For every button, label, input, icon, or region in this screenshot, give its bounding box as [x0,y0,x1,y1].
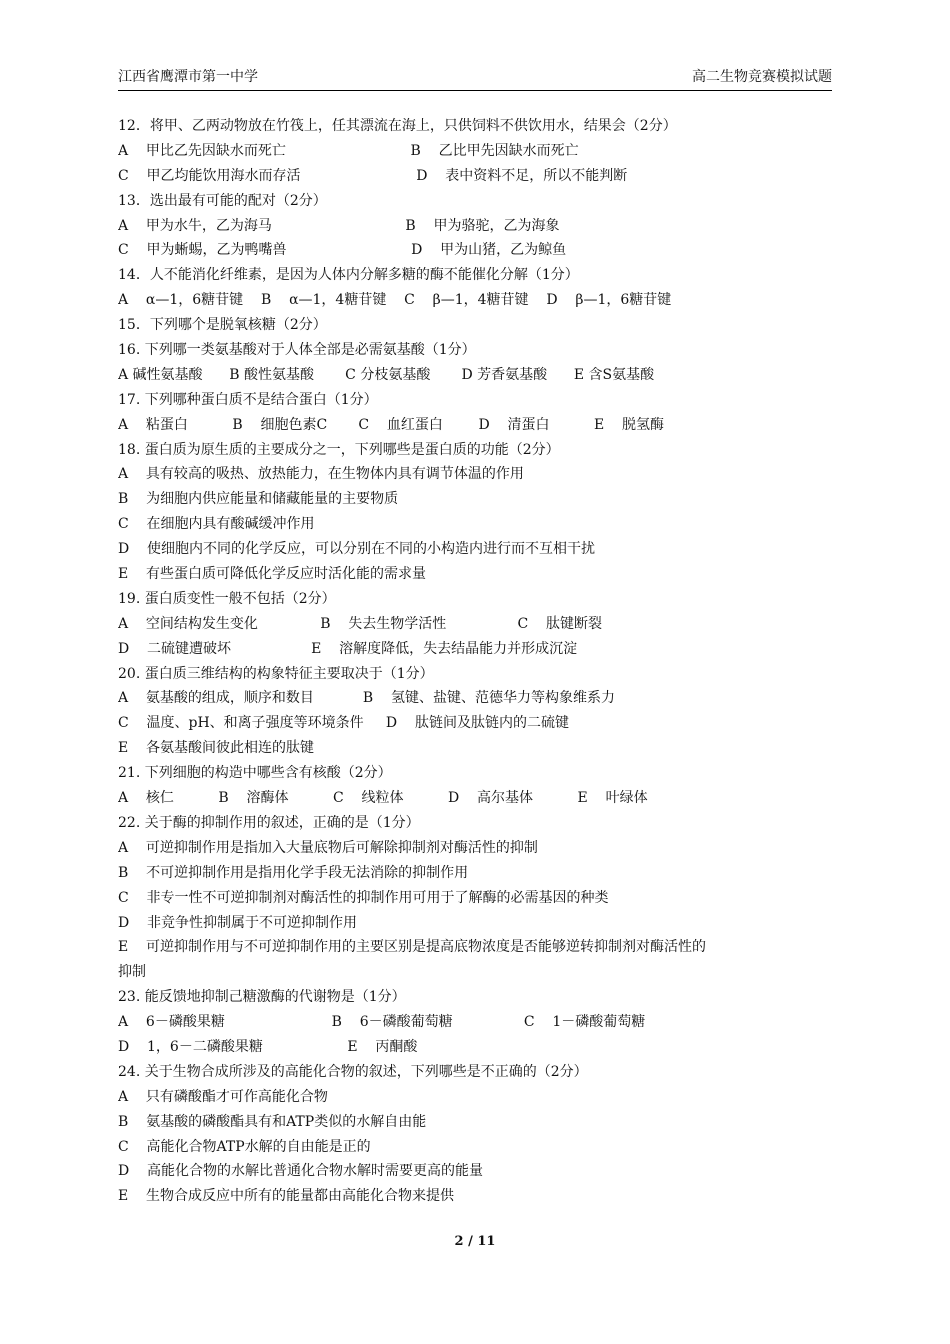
text-line: 17. 下列哪种蛋白质不是结合蛋白（1分） [118,391,378,408]
text-line: C 甲乙均能饮用海水而存活 D 表中资料不足，所以不能判断 [118,167,628,184]
text-line: 24. 关于生物合成所涉及的高能化合物的叙述，下列哪些是不正确的（2分） [118,1063,588,1080]
text-line: C 非专一性不可逆抑制剂对酶活性的抑制作用可用于了解酶的必需基因的种类 [118,889,609,906]
text-line: 20. 蛋白质三维结构的构象特征主要取决于（1分） [118,665,434,682]
text-line: 抑制 [118,964,146,981]
text-line: C 甲为蜥蜴，乙为鸭嘴兽 D 甲为山猪，乙为鲸鱼 [118,242,567,259]
text-line: E 各氨基酸间彼此相连的肽键 [118,740,315,757]
text-line: B 氨基酸的磷酸酯具有和ATP类似的水解自由能 [118,1113,427,1130]
text-line: 21. 下列细胞的构造中哪些含有核酸（2分） [118,765,392,782]
text-line: A 核仁 B 溶酶体 C 线粒体 D 高尔基体 E 叶绿体 [118,790,648,807]
page-number: 2 / 11 [454,1234,496,1249]
text-line: B 为细胞内供应能量和储藏能量的主要物质 [118,491,399,508]
text-line: A 氨基酸的组成，顺序和数目 B 氢键、盐键、范德华力等构象维系力 [118,690,615,707]
text-line: 15．下列哪个是脱氧核糖（2分） [118,317,327,334]
text-line: 23. 能反馈地抑制己糖激酶的代谢物是（1分） [118,989,406,1006]
text-line: 13．选出最有可能的配对（2分） [118,192,327,209]
text-line: A 可逆抑制作用是指加入大量底物后可解除抑制剂对酶活性的抑制 [118,839,538,856]
text-line: 19. 蛋白质变性一般不包括（2分） [118,590,336,607]
text-line: C 在细胞内具有酸碱缓冲作用 [118,516,315,533]
text-line: A α—1，6糖苷键 B α—1，4糖苷键 C β—1，4糖苷键 D β—1，6糖苷键 [118,292,672,309]
text-line: 22. 关于酶的抑制作用的叙述，正确的是（1分） [118,814,420,831]
text-line: 16. 下列哪一类氨基酸对于人体全部是必需氨基酸（1分） [118,342,476,359]
text-line: A 具有较高的吸热、放热能力，在生物体内具有调节体温的作用 [118,466,524,483]
text-line: E 生物合成反应中所有的能量都由高能化合物来提供 [118,1188,455,1205]
text-line: D 二硫键遭破坏 E 溶解度降低，失去结晶能力并形成沉淀 [118,640,578,657]
text-line: A 只有磷酸酯才可作高能化合物 [118,1088,328,1105]
document-body [118,114,838,1209]
text-line: B 不可逆抑制作用是指用化学手段无法消除的抑制作用 [118,864,469,881]
page-header [118,62,832,91]
text-line: C 温度、pH、和离子强度等环境条件 D 肽链间及肽链内的二硫键 [118,715,569,732]
text-line: D 1，6－二磷酸果糖 E 丙酮酸 [118,1038,418,1055]
text-line: E 可逆抑制作用与不可逆抑制作用的主要区别是提高底物浓度是否能够逆转抑制剂对酶活性的 [118,939,707,956]
text-line: C 高能化合物ATP水解的自由能是正的 [118,1138,371,1155]
text-line: A 粘蛋白 B 细胞色素C C 血红蛋白 D 清蛋白 E 脱氢酶 [118,416,665,433]
text-line: A 6－磷酸果糖 B 6－磷酸葡萄糖 C 1－磷酸葡萄糖 [118,1014,646,1031]
text-line: D 非竞争性抑制属于不可逆抑制作用 [118,914,358,931]
text-line: 12．将甲、乙两动物放在竹筏上，任其漂流在海上，只供饲料不供饮用水，结果会（2分） [118,118,677,134]
text-line: E 有些蛋白质可降低化学反应时活化能的需求量 [118,566,427,583]
text-line: A 甲为水牛，乙为海马 B 甲为骆驼，乙为海象 [118,217,560,234]
text-line: 18. 蛋白质为原生质的主要成分之一，下列哪些是蛋白质的功能（2分） [118,441,560,458]
header-school: 江西省鹰潭市第一中学 [118,69,258,85]
header-title: 高二生物竞赛模拟试题 [692,69,832,85]
text-line: D 使细胞内不同的化学反应，可以分别在不同的小构造内进行而不互相干扰 [118,541,596,558]
text-line: A 甲比乙先因缺水而死亡 B 乙比甲先因缺水而死亡 [118,142,579,159]
text-line: 14．人不能消化纤维素，是因为人体内分解多糖的酶不能催化分解（1分） [118,267,579,284]
text-line: A 空间结构发生变化 B 失去生物学活性 C 肽键断裂 [118,615,603,632]
text-line: A 碱性氨基酸 B 酸性氨基酸 C 分枝氨基酸 D 芳香氨基酸 E 含S氨基酸 [118,366,655,383]
text-line: D 高能化合物的水解比普通化合物水解时需要更高的能量 [118,1163,484,1180]
